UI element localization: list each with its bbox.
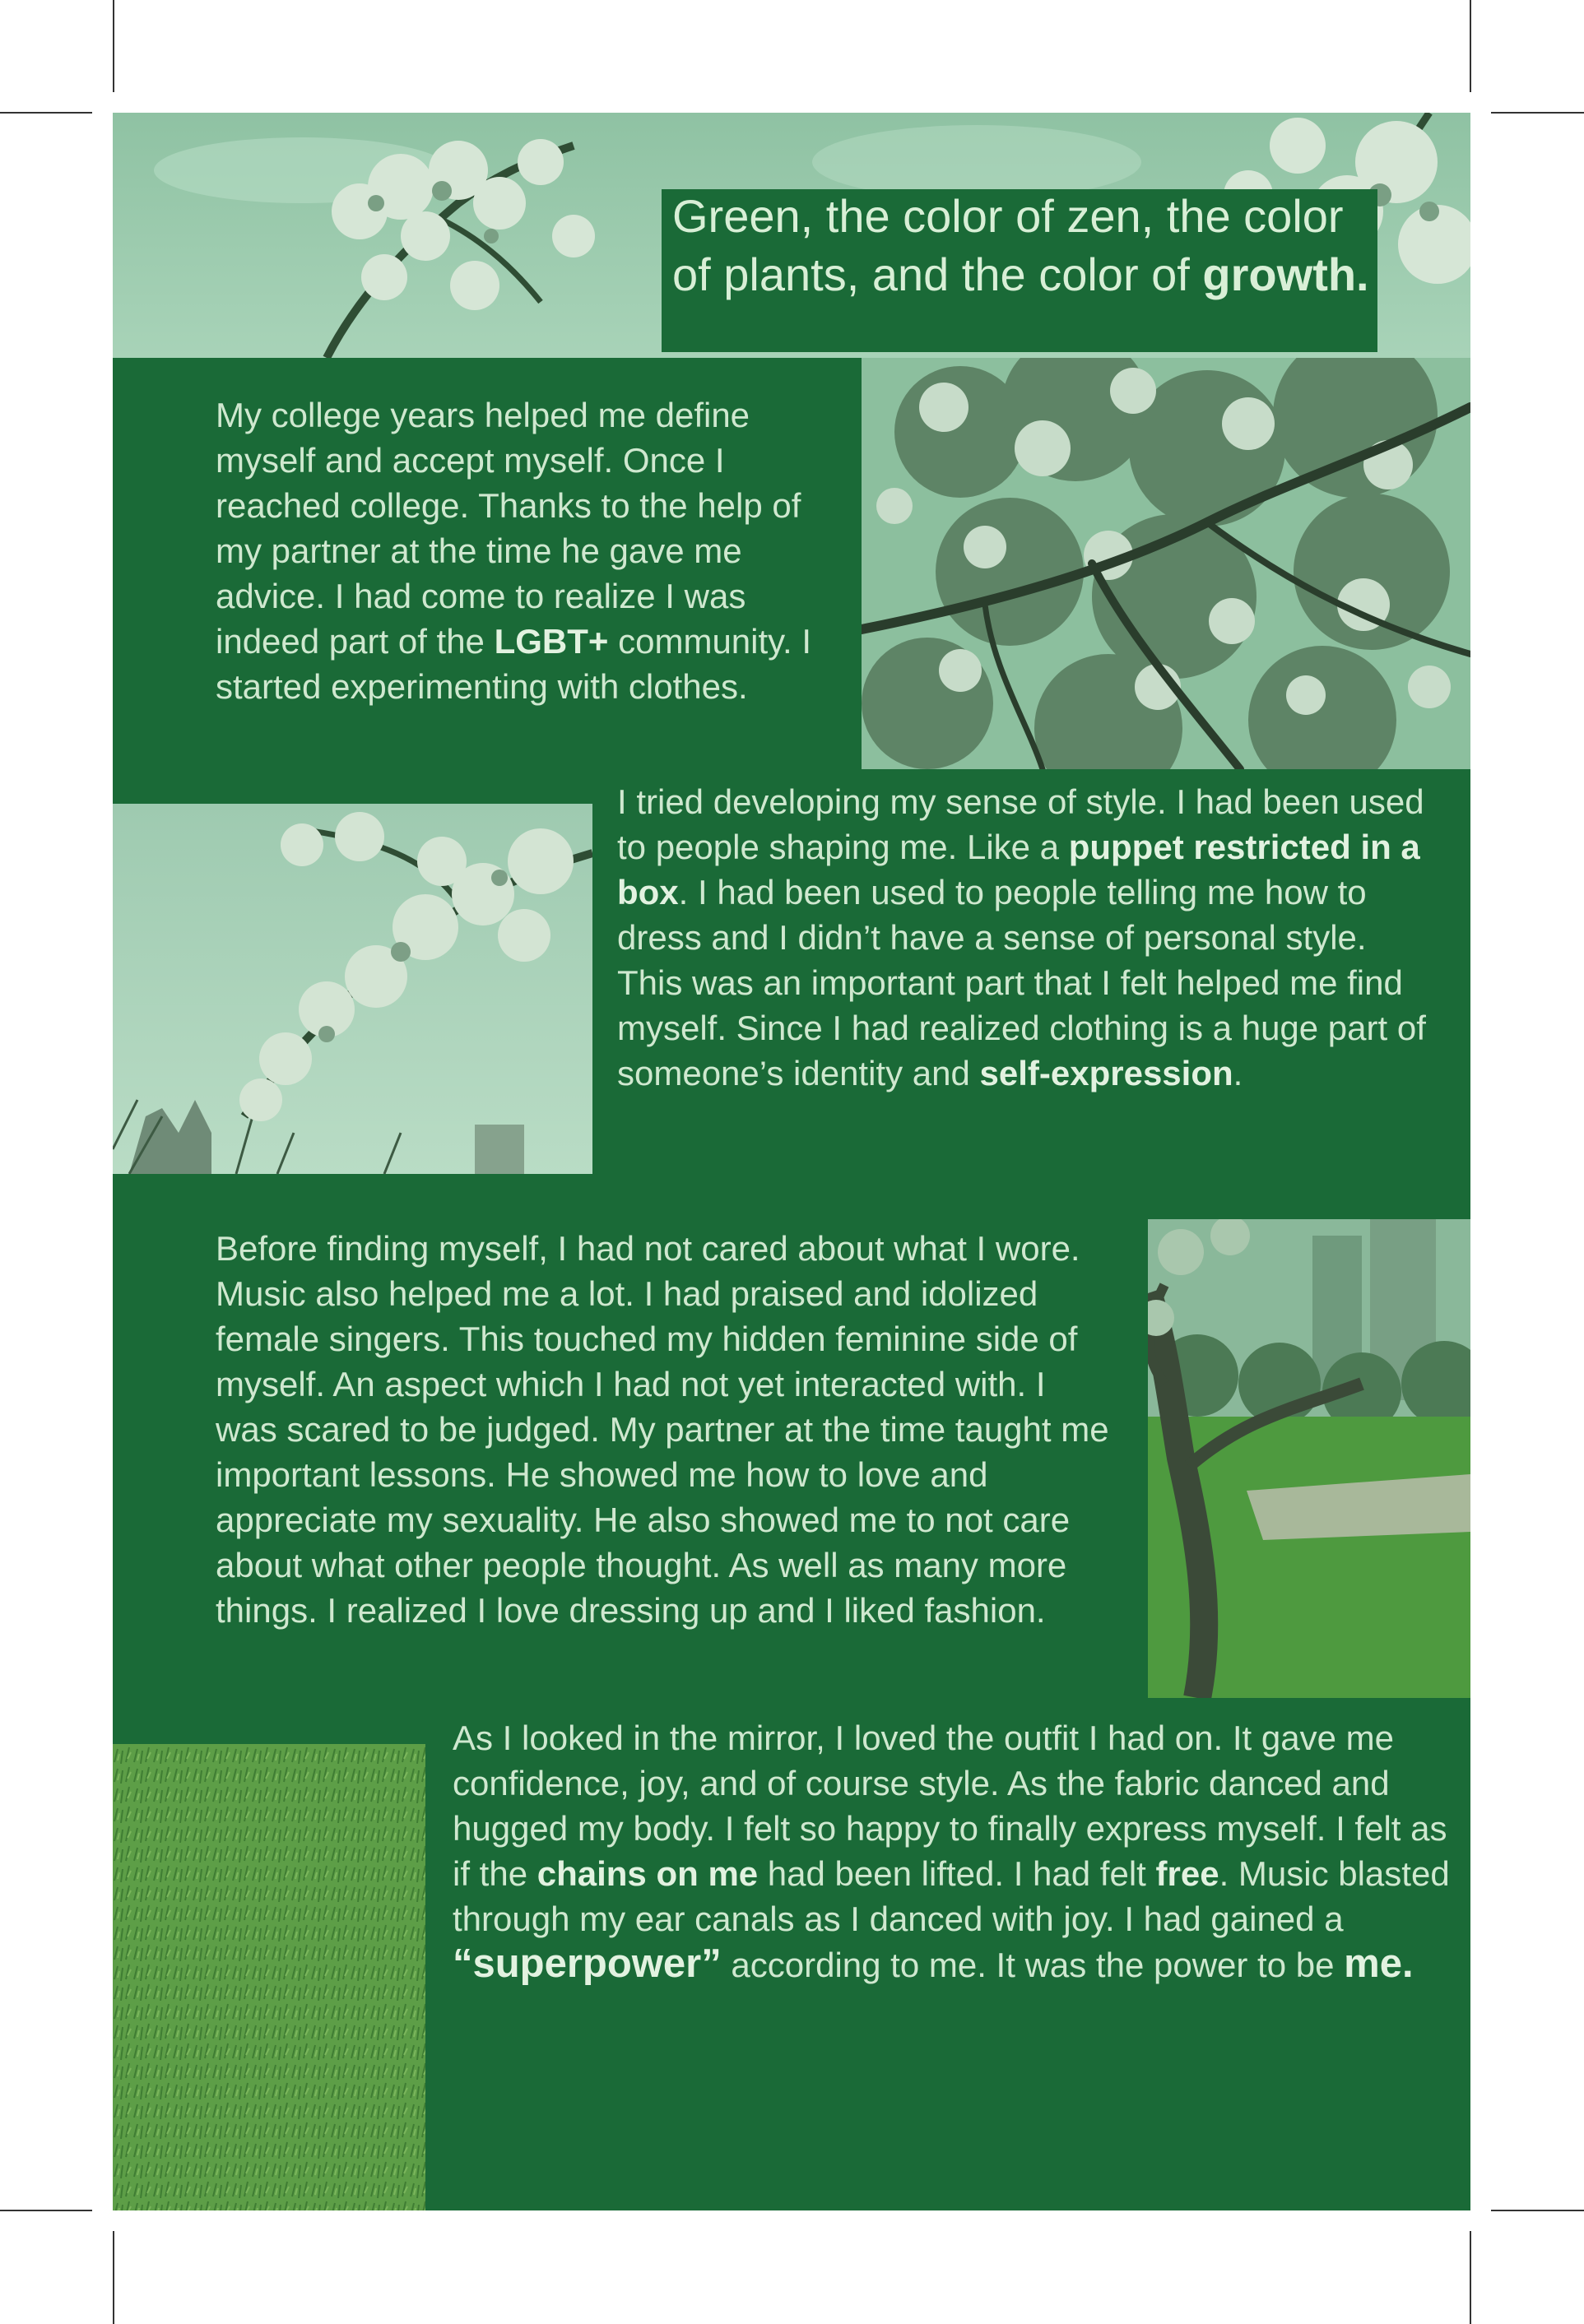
photo-grass [113,1744,425,2210]
crop-mark [1491,112,1584,114]
crop-mark [0,2210,92,2211]
poster-page [113,113,1470,2210]
paragraph-emphasis: self-expression [979,1054,1233,1092]
paragraph-sense-of-style [617,779,1440,1096]
paragraph-emphasis-superpower: “superpower” [453,1941,722,1986]
paragraph-text: community. I started experimenting with clothes. [216,622,812,706]
paragraph-college-years [216,392,849,709]
paragraph-mirror [453,1715,1456,1988]
paragraph-text: . I had been used to people telling me how to dress and I didn’t have a sense of personal style. This was an important part that I felt helped me find myself. Since I had realized clothing is a huge part of someone’s identity and [617,873,1426,1092]
crop-mark [1491,2210,1584,2211]
paragraph-text: As I looked in the mirror, I loved the outfit I had on. It gave me confidence, joy, and of course style. As the fabric danced and hugged my body. I felt so happy to finally express myself. I felt as if the [453,1719,1447,1893]
paragraph-text: according to me. It was the power to be [721,1946,1345,1984]
paragraph-emphasis-me: me. [1344,1941,1414,1986]
photo-blossom-right [862,358,1470,769]
paragraph-emphasis: LGBT+ [494,622,609,661]
crop-mark [113,0,114,92]
crop-mark [1470,2231,1471,2324]
paragraph-text: . [1233,1054,1243,1092]
photo-park-tree [1148,1219,1470,1698]
crop-mark [0,112,92,114]
paragraph-text: . Music blasted through my ear canals as I danced with joy. I had gained a [453,1854,1450,1938]
headline-text: Green, the color of zen, the color of plants, and the color of [672,190,1344,300]
photo-blossom-left [113,804,592,1174]
paragraph-text: My college years helped me define myself and accept myself. Once I reached college. Thanks to the help of my partner at the time he gave me advice. I had come to realize I was indeed part of the [216,396,801,661]
paragraph-text: I tried developing my sense of style. I had been used to people shaping me. Like a [617,782,1424,866]
paragraph-emphasis: puppet restricted in a box [617,828,1420,912]
headline [672,187,1380,304]
paragraph-text: had been lifted. I had felt [758,1854,1156,1893]
headline-emphasis: growth. [1202,248,1369,300]
crop-mark [113,2231,114,2324]
paragraph-emphasis: free [1155,1854,1219,1893]
paragraph-emphasis: chains on me [537,1854,759,1893]
paragraph-finding-myself: Before finding myself, I had not cared about what I wore. Music also helped me a lot. I had praised and idolized female singers. This touched my hidden feminine side of myself. An aspect which I had not yet interacted with. I was scared to be judged. My partner at the time taught me important lessons. He showed me how to love and appreciate my sexuality. He also showed me to not care about what other people thought. As well as many more things. I realized I love dressing up and I liked fashion. [216,1229,1109,1630]
crop-mark [1470,0,1471,92]
